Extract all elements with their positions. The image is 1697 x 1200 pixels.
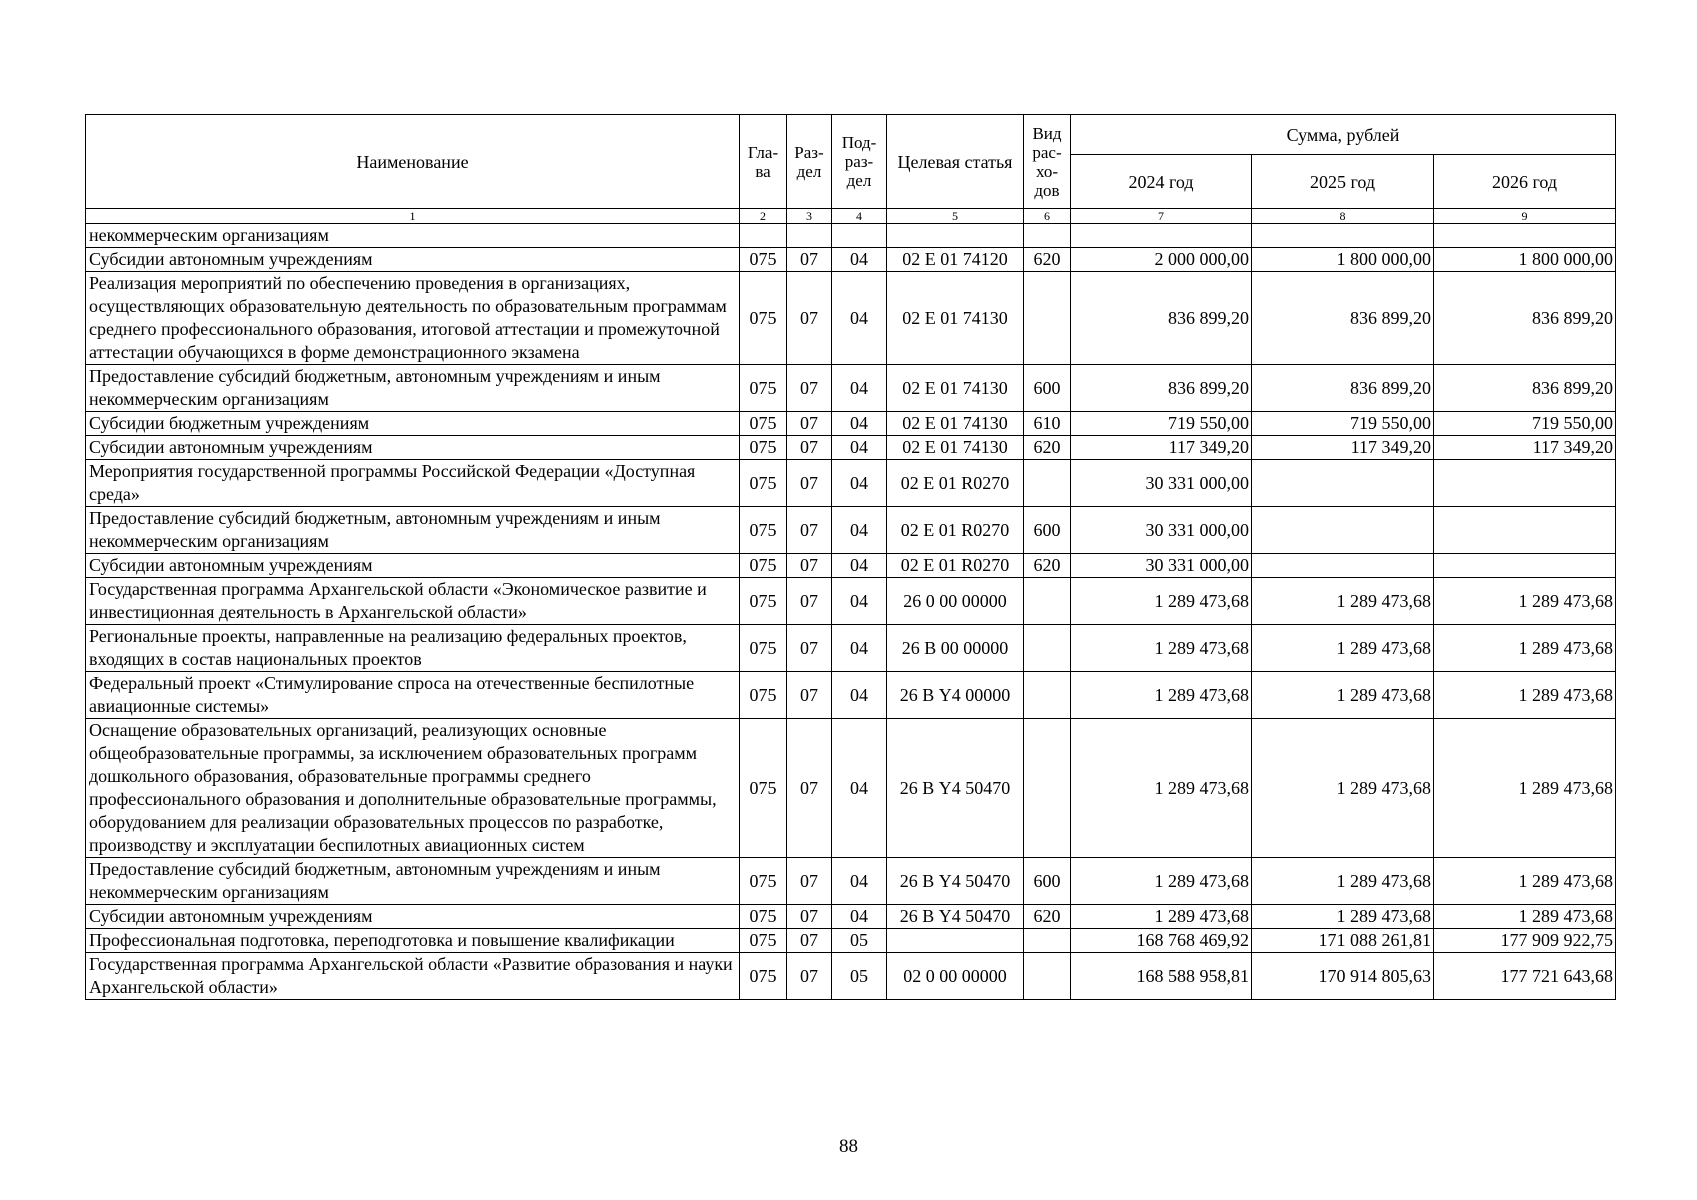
row-glava: 075 xyxy=(740,578,787,625)
row-glava: 075 xyxy=(740,248,787,272)
row-glava: 075 xyxy=(740,905,787,929)
row-name: Оснащение образовательных организаций, реализующих основные общеобразовательные программы, за исключением образовательных программ дошкольного образования, образовательные программы среднего профессионального образования и дополнительные образовательные программы, оборудованием для реализации образовательных процессов по разработке, производству и эксплуатации беспилотных авиационных систем xyxy=(86,719,740,858)
row-sum-2025 xyxy=(1252,224,1434,248)
row-vid: 620 xyxy=(1024,554,1071,578)
row-razdel: 07 xyxy=(787,460,832,507)
row-razdel: 07 xyxy=(787,672,832,719)
row-name: Реализация мероприятий по обеспечению проведения в организациях, осуществляющих образовательную деятельность по образовательным программам среднего профессионального образования, итоговой аттестации и промежуточной аттестации обучающихся в форме демонстрационного экзамена xyxy=(86,272,740,365)
row-sum-2025: 836 899,20 xyxy=(1252,272,1434,365)
row-name: Региональные проекты, направленные на реализацию федеральных проектов, входящих в состав национальных проектов xyxy=(86,625,740,672)
row-razdel: 07 xyxy=(787,507,832,554)
row-sum-2024 xyxy=(1071,224,1252,248)
row-podrazdel: 05 xyxy=(832,929,887,953)
row-podrazdel: 04 xyxy=(832,412,887,436)
row-razdel: 07 xyxy=(787,858,832,905)
row-podrazdel: 04 xyxy=(832,719,887,858)
row-glava: 075 xyxy=(740,858,787,905)
row-sum-2026: 1 289 473,68 xyxy=(1434,905,1616,929)
row-podrazdel: 04 xyxy=(832,905,887,929)
row-sum-2025: 719 550,00 xyxy=(1252,412,1434,436)
row-tselevaya: 02 Е 01 74130 xyxy=(887,272,1024,365)
row-sum-2024: 1 289 473,68 xyxy=(1071,905,1252,929)
row-vid: 610 xyxy=(1024,412,1071,436)
row-tselevaya: 02 Е 01 74120 xyxy=(887,248,1024,272)
row-razdel: 07 xyxy=(787,719,832,858)
row-tselevaya: 02 Е 01 74130 xyxy=(887,412,1024,436)
row-razdel: 07 xyxy=(787,905,832,929)
row-name: Субсидии автономным учреждениям xyxy=(86,248,740,272)
row-tselevaya: 26 В Y4 50470 xyxy=(887,858,1024,905)
row-razdel: 07 xyxy=(787,412,832,436)
table-row xyxy=(86,625,1616,672)
row-glava: 075 xyxy=(740,554,787,578)
row-sum-2025 xyxy=(1252,460,1434,507)
row-sum-2024: 30 331 000,00 xyxy=(1071,507,1252,554)
row-razdel: 07 xyxy=(787,248,832,272)
row-sum-2025: 117 349,20 xyxy=(1252,436,1434,460)
column-number: 6 xyxy=(1024,209,1071,224)
row-sum-2024: 30 331 000,00 xyxy=(1071,460,1252,507)
row-sum-2026: 1 289 473,68 xyxy=(1434,719,1616,858)
column-number: 4 xyxy=(832,209,887,224)
row-name: Мероприятия государственной программы Российской Федерации «Доступная среда» xyxy=(86,460,740,507)
row-razdel: 07 xyxy=(787,272,832,365)
row-sum-2025: 1 289 473,68 xyxy=(1252,719,1434,858)
row-name: Государственная программа Архангельской области «Экономическое развитие и инвестиционная деятельность в Архангельской области» xyxy=(86,578,740,625)
column-numbers-row xyxy=(86,209,1616,224)
row-sum-2026 xyxy=(1434,224,1616,248)
row-sum-2025: 1 289 473,68 xyxy=(1252,858,1434,905)
row-vid: 620 xyxy=(1024,436,1071,460)
row-vid xyxy=(1024,578,1071,625)
row-vid: 620 xyxy=(1024,248,1071,272)
table-row xyxy=(86,412,1616,436)
row-sum-2025: 171 088 261,81 xyxy=(1252,929,1434,953)
row-vid xyxy=(1024,719,1071,858)
column-number: 8 xyxy=(1252,209,1434,224)
row-razdel: 07 xyxy=(787,929,832,953)
table-body xyxy=(86,224,1616,1000)
row-vid: 600 xyxy=(1024,365,1071,412)
row-razdel xyxy=(787,224,832,248)
row-sum-2026: 1 289 473,68 xyxy=(1434,578,1616,625)
row-sum-2024: 2 000 000,00 xyxy=(1071,248,1252,272)
header-podrazdel: Под-раз-дел xyxy=(832,115,887,209)
row-sum-2026: 1 289 473,68 xyxy=(1434,625,1616,672)
row-razdel: 07 xyxy=(787,578,832,625)
row-sum-2024: 1 289 473,68 xyxy=(1071,672,1252,719)
row-podrazdel: 05 xyxy=(832,953,887,1000)
row-tselevaya xyxy=(887,929,1024,953)
row-glava: 075 xyxy=(740,672,787,719)
table-header xyxy=(86,115,1616,224)
row-sum-2026: 177 909 922,75 xyxy=(1434,929,1616,953)
table-row xyxy=(86,224,1616,248)
row-sum-2026: 1 289 473,68 xyxy=(1434,672,1616,719)
row-podrazdel: 04 xyxy=(832,625,887,672)
row-vid xyxy=(1024,929,1071,953)
row-vid xyxy=(1024,272,1071,365)
row-name: Предоставление субсидий бюджетным, автономным учреждениям и иным некоммерческим организациям xyxy=(86,365,740,412)
row-podrazdel: 04 xyxy=(832,578,887,625)
row-sum-2024: 30 331 000,00 xyxy=(1071,554,1252,578)
row-sum-2024: 1 289 473,68 xyxy=(1071,578,1252,625)
column-number: 1 xyxy=(86,209,740,224)
row-podrazdel: 04 xyxy=(832,672,887,719)
row-vid xyxy=(1024,953,1071,1000)
header-summa: Сумма, рублей xyxy=(1071,115,1616,155)
column-number: 7 xyxy=(1071,209,1252,224)
row-vid: 620 xyxy=(1024,905,1071,929)
header-year-2026: 2026 год xyxy=(1434,155,1616,209)
row-glava: 075 xyxy=(740,460,787,507)
row-sum-2025 xyxy=(1252,507,1434,554)
table-row xyxy=(86,507,1616,554)
row-name: Федеральный проект «Стимулирование спроса на отечественные беспилотные авиационные системы» xyxy=(86,672,740,719)
row-glava: 075 xyxy=(740,365,787,412)
row-name: Субсидии автономным учреждениям xyxy=(86,436,740,460)
row-tselevaya: 02 Е 01 R0270 xyxy=(887,460,1024,507)
row-razdel: 07 xyxy=(787,436,832,460)
row-name: Предоставление субсидий бюджетным, автономным учреждениям и иным некоммерческим организациям xyxy=(86,858,740,905)
row-sum-2024: 836 899,20 xyxy=(1071,365,1252,412)
row-sum-2024: 1 289 473,68 xyxy=(1071,719,1252,858)
table-row xyxy=(86,672,1616,719)
row-razdel: 07 xyxy=(787,554,832,578)
row-sum-2025: 170 914 805,63 xyxy=(1252,953,1434,1000)
row-glava: 075 xyxy=(740,625,787,672)
table-row xyxy=(86,953,1616,1000)
row-tselevaya: 02 Е 01 R0270 xyxy=(887,507,1024,554)
row-sum-2025 xyxy=(1252,554,1434,578)
table-row xyxy=(86,460,1616,507)
row-tselevaya: 02 Е 01 74130 xyxy=(887,436,1024,460)
row-tselevaya: 26 В 00 00000 xyxy=(887,625,1024,672)
table-row xyxy=(86,554,1616,578)
row-sum-2024: 168 588 958,81 xyxy=(1071,953,1252,1000)
row-sum-2025: 1 289 473,68 xyxy=(1252,578,1434,625)
row-sum-2025: 836 899,20 xyxy=(1252,365,1434,412)
header-year-2024: 2024 год xyxy=(1071,155,1252,209)
column-number: 2 xyxy=(740,209,787,224)
row-name: Субсидии бюджетным учреждениям xyxy=(86,412,740,436)
row-glava: 075 xyxy=(740,272,787,365)
row-glava: 075 xyxy=(740,507,787,554)
row-sum-2026: 1 289 473,68 xyxy=(1434,858,1616,905)
row-name: Субсидии автономным учреждениям xyxy=(86,905,740,929)
row-tselevaya: 02 0 00 00000 xyxy=(887,953,1024,1000)
row-vid xyxy=(1024,460,1071,507)
row-glava: 075 xyxy=(740,929,787,953)
row-name: Профессиональная подготовка, переподготовка и повышение квалификации xyxy=(86,929,740,953)
row-sum-2025: 1 289 473,68 xyxy=(1252,672,1434,719)
row-podrazdel: 04 xyxy=(832,272,887,365)
header-razdel: Раз-дел xyxy=(787,115,832,209)
row-podrazdel xyxy=(832,224,887,248)
header-name: Наименование xyxy=(86,115,740,209)
table-row xyxy=(86,272,1616,365)
page-number: 88 xyxy=(839,1136,858,1157)
column-number: 3 xyxy=(787,209,832,224)
row-vid: 600 xyxy=(1024,507,1071,554)
row-glava: 075 xyxy=(740,953,787,1000)
row-sum-2026: 177 721 643,68 xyxy=(1434,953,1616,1000)
row-name: некоммерческим организациям xyxy=(86,224,740,248)
row-razdel: 07 xyxy=(787,953,832,1000)
row-tselevaya: 02 Е 01 74130 xyxy=(887,365,1024,412)
row-sum-2024: 1 289 473,68 xyxy=(1071,858,1252,905)
row-vid: 600 xyxy=(1024,858,1071,905)
row-tselevaya: 26 В Y4 50470 xyxy=(887,905,1024,929)
row-glava: 075 xyxy=(740,412,787,436)
table-row xyxy=(86,365,1616,412)
header-tselevaya: Целевая статья xyxy=(887,115,1024,209)
row-tselevaya: 02 Е 01 R0270 xyxy=(887,554,1024,578)
table-row xyxy=(86,858,1616,905)
table-row xyxy=(86,578,1616,625)
row-podrazdel: 04 xyxy=(832,554,887,578)
row-sum-2024: 1 289 473,68 xyxy=(1071,625,1252,672)
row-sum-2025: 1 800 000,00 xyxy=(1252,248,1434,272)
row-sum-2025: 1 289 473,68 xyxy=(1252,905,1434,929)
row-sum-2026: 836 899,20 xyxy=(1434,365,1616,412)
row-sum-2024: 117 349,20 xyxy=(1071,436,1252,460)
row-podrazdel: 04 xyxy=(832,507,887,554)
column-number: 5 xyxy=(887,209,1024,224)
row-podrazdel: 04 xyxy=(832,460,887,507)
table-row xyxy=(86,436,1616,460)
row-sum-2026 xyxy=(1434,507,1616,554)
header-glava: Гла-ва xyxy=(740,115,787,209)
row-name: Государственная программа Архангельской области «Развитие образования и науки Архангельской области» xyxy=(86,953,740,1000)
row-podrazdel: 04 xyxy=(832,858,887,905)
row-vid xyxy=(1024,625,1071,672)
row-razdel: 07 xyxy=(787,625,832,672)
row-tselevaya: 26 В Y4 00000 xyxy=(887,672,1024,719)
row-sum-2026: 836 899,20 xyxy=(1434,272,1616,365)
row-tselevaya: 26 0 00 00000 xyxy=(887,578,1024,625)
row-glava: 075 xyxy=(740,436,787,460)
row-sum-2026 xyxy=(1434,460,1616,507)
row-sum-2026: 719 550,00 xyxy=(1434,412,1616,436)
row-sum-2024: 168 768 469,92 xyxy=(1071,929,1252,953)
row-podrazdel: 04 xyxy=(832,248,887,272)
row-sum-2026: 1 800 000,00 xyxy=(1434,248,1616,272)
header-year-2025: 2025 год xyxy=(1252,155,1434,209)
table-row xyxy=(86,719,1616,858)
row-glava xyxy=(740,224,787,248)
row-sum-2025: 1 289 473,68 xyxy=(1252,625,1434,672)
row-vid xyxy=(1024,672,1071,719)
column-number: 9 xyxy=(1434,209,1616,224)
header-vid: Вид рас-хо-дов xyxy=(1024,115,1071,209)
row-sum-2026 xyxy=(1434,554,1616,578)
row-vid xyxy=(1024,224,1071,248)
budget-table xyxy=(85,114,1616,1000)
row-tselevaya: 26 В Y4 50470 xyxy=(887,719,1024,858)
row-podrazdel: 04 xyxy=(832,365,887,412)
row-podrazdel: 04 xyxy=(832,436,887,460)
row-name: Предоставление субсидий бюджетным, автономным учреждениям и иным некоммерческим организациям xyxy=(86,507,740,554)
row-sum-2024: 836 899,20 xyxy=(1071,272,1252,365)
row-name: Субсидии автономным учреждениям xyxy=(86,554,740,578)
row-sum-2026: 117 349,20 xyxy=(1434,436,1616,460)
row-tselevaya xyxy=(887,224,1024,248)
table-row xyxy=(86,905,1616,929)
row-razdel: 07 xyxy=(787,365,832,412)
table-row xyxy=(86,929,1616,953)
row-glava: 075 xyxy=(740,719,787,858)
row-sum-2024: 719 550,00 xyxy=(1071,412,1252,436)
table-row xyxy=(86,248,1616,272)
